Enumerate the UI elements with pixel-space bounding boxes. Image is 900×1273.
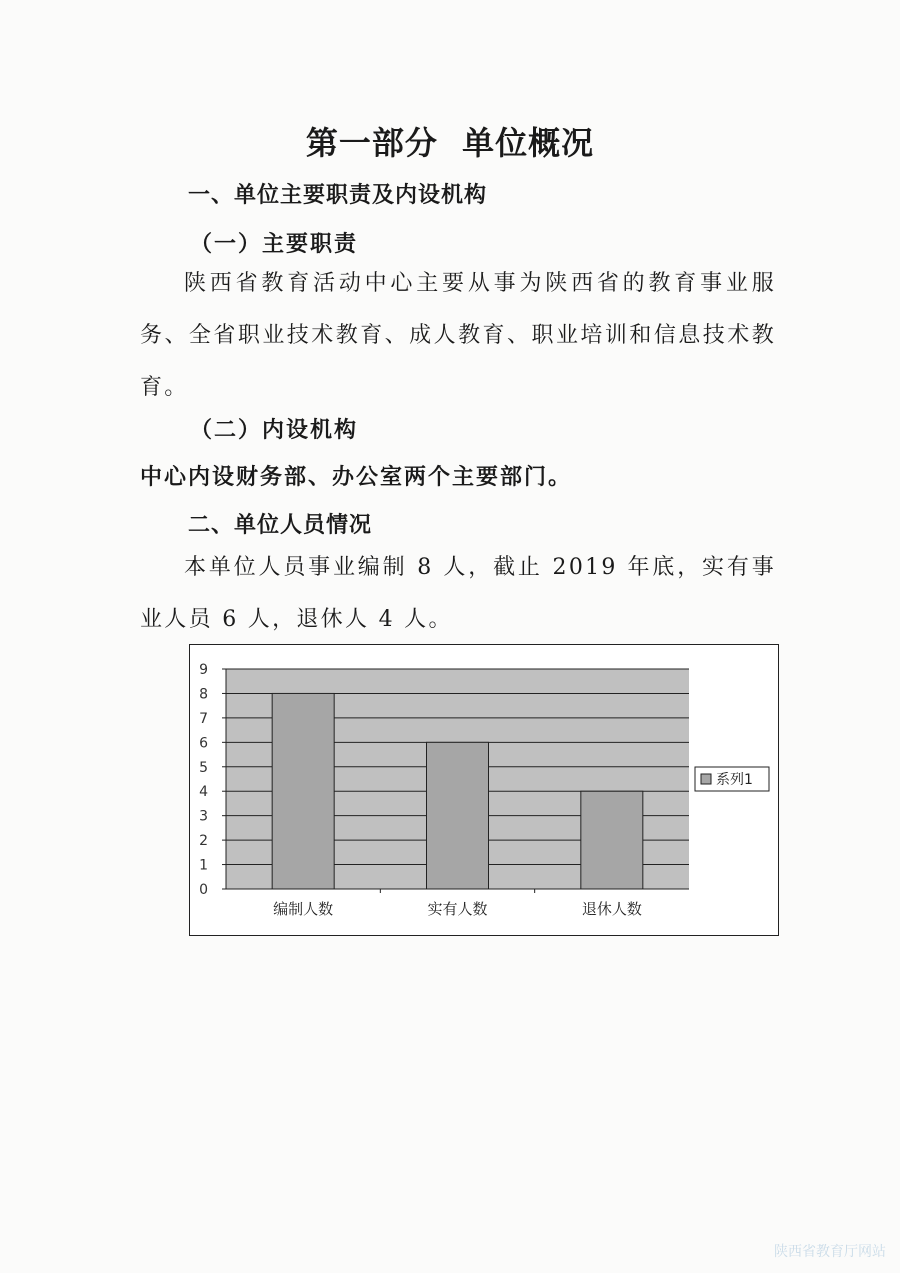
y-tick-label: 1 — [199, 857, 208, 874]
legend-label: 系列1 — [716, 772, 753, 788]
section-heading-staff: 二、单位人员情况 — [188, 513, 373, 538]
legend-swatch — [701, 774, 711, 784]
x-category-label: 退休人数 — [581, 900, 642, 918]
staff-bar-chart — [189, 644, 779, 936]
y-tick-label: 7 — [199, 710, 208, 727]
bar-2 — [427, 742, 489, 889]
section-heading-duties: 一、单位主要职责及内设机构 — [188, 183, 488, 208]
subsection-heading-main-duties: （一）主要职责 — [190, 231, 359, 257]
y-tick-label: 5 — [199, 759, 208, 776]
bar-1 — [272, 693, 334, 889]
bar-3 — [581, 791, 643, 889]
site-watermark: 陕西省教育厅网站 — [774, 1244, 886, 1260]
internal-structure-text: 中心内设财务部、办公室两个主要部门。 — [140, 464, 573, 490]
duties-paragraph: 陕西省教育活动中心主要从事为陕西省的教育事业服务、全省职业技术教育、成人教育、职业培训和信息技术教育。 — [140, 271, 776, 400]
x-category-label: 编制人数 — [273, 900, 334, 918]
y-tick-label: 4 — [199, 784, 208, 801]
y-tick-label: 6 — [199, 735, 208, 752]
subsection-heading-internal-structure: （二）内设机构 — [190, 417, 359, 443]
y-tick-label: 9 — [199, 662, 208, 678]
page-title: 第一部分 单位概况 — [305, 124, 595, 162]
chart-canvas — [190, 645, 778, 935]
y-tick-label: 2 — [199, 833, 208, 850]
y-tick-label: 0 — [199, 882, 208, 898]
x-category-label: 实有人数 — [427, 900, 488, 918]
staff-paragraph: 本单位人员事业编制 8 人，截止 2019 年底，实有事业人员 6 人，退休人 4 人。 — [140, 555, 776, 632]
y-tick-label: 8 — [199, 686, 208, 703]
y-tick-label: 3 — [199, 808, 208, 825]
